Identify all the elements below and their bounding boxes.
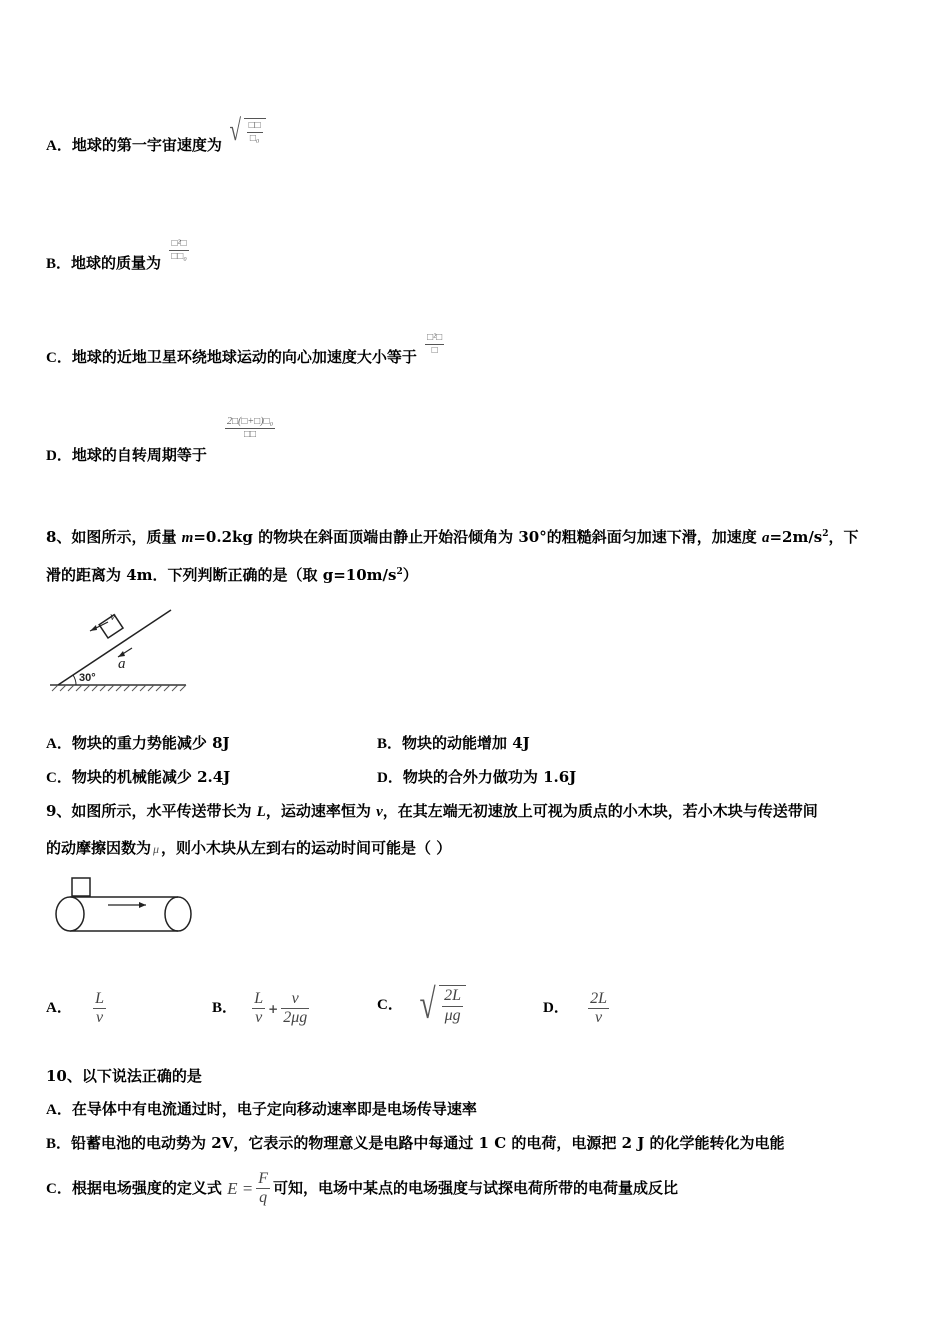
label-v: v <box>110 609 116 623</box>
option-letter: B． <box>212 1000 238 1017</box>
wood-block <box>72 878 90 896</box>
right-roller <box>165 897 191 931</box>
formula-denominator: q <box>259 1189 268 1207</box>
superscript: 2 <box>396 567 403 577</box>
option-letter: B． <box>46 1136 72 1152</box>
formula-denominator: □₀ <box>249 132 260 144</box>
q7-option-d <box>46 448 207 464</box>
sqrt-formula <box>227 116 266 146</box>
formula-numerator: 2L <box>442 987 463 1006</box>
option-text: 地球的自转周期等于 <box>71 446 207 464</box>
q8-option-d <box>377 770 576 786</box>
q10-option-c <box>46 1170 678 1220</box>
formula-fraction <box>93 990 106 1028</box>
formula-numerator: □²□ <box>427 332 443 343</box>
q9-stem-line1 <box>46 804 818 820</box>
incline-figure <box>46 600 201 700</box>
option-letter: A． <box>46 736 72 752</box>
q8-option-b <box>377 736 530 752</box>
q9-text-part: ，在其左端无初速放上可视为质点的小木块，若小木块与传送带间 <box>382 802 818 820</box>
plus-sign: + <box>268 1001 279 1016</box>
option-letter: A． <box>46 1000 72 1017</box>
formula-numerator: □²□ <box>169 238 189 251</box>
label-a: a <box>118 656 126 672</box>
option-letter: C． <box>46 770 72 786</box>
q7-option-b <box>46 228 192 272</box>
formula-fraction <box>588 990 609 1028</box>
option-letter: A． <box>46 1102 72 1118</box>
option-letter: D． <box>377 770 403 786</box>
q8-option-c <box>46 770 230 786</box>
formula-numerator: L <box>252 990 265 1009</box>
formula-denominator: μg <box>444 1006 461 1024</box>
option-text: 物块的重力势能减少 8J <box>71 734 230 752</box>
motion-arrowhead <box>139 902 146 908</box>
q8-text-part: 滑的距离为 4m．下列判断正确的是（取 g=10m/s <box>46 566 397 584</box>
option-text: 物块的机械能减少 2.4J <box>71 768 231 786</box>
q10-option-b <box>46 1136 785 1152</box>
option-text: 地球的近地卫星环绕地球运动的向心加速度大小等于 <box>71 348 417 366</box>
var-L: L <box>256 804 266 820</box>
formula-fraction <box>225 416 275 440</box>
formula-numerator: 2L <box>588 990 609 1009</box>
formula-fraction <box>281 990 309 1028</box>
option-letter: D． <box>543 1000 569 1017</box>
superscript: 2 <box>822 529 829 539</box>
option-letter: D． <box>46 448 72 464</box>
formula-fraction <box>425 332 444 356</box>
q9-option-a <box>46 990 109 1040</box>
formula-denominator: v <box>255 1009 263 1027</box>
sqrt-formula <box>416 984 466 1026</box>
option-letter: C． <box>46 1180 72 1197</box>
q7-option-c <box>46 322 447 366</box>
option-text: 地球的质量为 <box>71 254 162 272</box>
q9-text-part: 的动摩擦因数为 <box>46 839 152 857</box>
var-mu: μ <box>153 842 160 856</box>
option-text: 根据电场强度的定义式 <box>71 1178 222 1197</box>
formula-numerator: 2□(□+□)□₀ <box>227 416 274 427</box>
formula-fraction <box>256 1170 270 1208</box>
formula-denominator: 2μg <box>283 1009 308 1027</box>
formula-numerator: F <box>256 1170 270 1189</box>
option-text: 铅蓄电池的电动势为 2V，它表示的物理意义是电路中每通过 1 C 的电荷，电源把 2 J 的化学能转化为电能 <box>71 1134 785 1152</box>
q9-option-b <box>212 990 312 1040</box>
formula-numerator: □□ <box>248 120 261 131</box>
q9-text-part: ，运动速率恒为 <box>265 802 377 820</box>
option-letter: B． <box>46 256 72 272</box>
formula-numerator: L <box>93 990 106 1009</box>
formula-numerator: v <box>281 990 309 1009</box>
q7-option-a <box>46 108 266 154</box>
q8-text-part: 8、如图所示，质量 <box>46 528 182 546</box>
formula-lhs: E = <box>227 1179 254 1199</box>
conveyor-figure <box>48 872 198 938</box>
q10-stem <box>46 1069 202 1084</box>
q8-text-part: =0.2kg 的物块在斜面顶端由静止开始沿倾角为 30°的粗糙斜面匀加速下滑，加速度 <box>193 528 762 546</box>
option-text: 地球的第一宇宙速度为 <box>71 136 222 154</box>
option-letter: B． <box>377 736 403 752</box>
q9-text-part: 9、如图所示，水平传送带长为 <box>46 802 257 820</box>
var-v: v <box>376 804 383 820</box>
q8-stem-line2 <box>46 568 418 583</box>
q9-option-d <box>543 990 612 1040</box>
q8-text-part: ，下 <box>828 528 859 546</box>
left-roller <box>56 897 84 931</box>
var-m: m <box>181 530 194 546</box>
formula-denominator: □□ <box>243 428 257 440</box>
q10-option-a <box>46 1102 477 1118</box>
velocity-arrowhead <box>90 625 97 631</box>
q7-option-d-formula <box>222 416 278 440</box>
q10-stem-text: 10、以下说法正确的是 <box>46 1067 202 1085</box>
formula-denominator: v <box>594 1009 603 1027</box>
q8-text-part: ） <box>402 566 418 584</box>
formula-fraction <box>442 987 463 1025</box>
option-letter: C． <box>46 350 72 366</box>
angle-arc <box>73 675 76 685</box>
formula-fraction <box>169 238 189 262</box>
ground-hatching <box>52 685 186 691</box>
option-text: 可知，电场中某点的电场强度与试探电荷所带的电荷量成反比 <box>272 1179 678 1198</box>
radical-sign: √ <box>419 982 436 1028</box>
radical-sign: √ <box>229 114 242 147</box>
formula-denominator: □□₀ <box>171 250 187 262</box>
option-text: 在导体中有电流通过时，电子定向移动速率即是电场传导速率 <box>71 1100 477 1118</box>
formula-denominator: □ <box>431 344 438 356</box>
formula-fraction <box>252 990 265 1028</box>
q9-option-c <box>377 984 466 1040</box>
label-angle: 30° <box>79 672 96 684</box>
option-letter: C． <box>377 996 403 1013</box>
var-a: a <box>761 530 770 546</box>
option-letter: A． <box>46 138 72 154</box>
option-text: 物块的动能增加 4J <box>402 734 530 752</box>
q9-text-part: ，则小木块从左到右的运动时间可能是（ ） <box>161 839 452 857</box>
option-text: 物块的合外力做功为 1.6J <box>402 768 577 786</box>
q8-text-part: =2m/s <box>769 528 823 546</box>
formula-denominator: v <box>95 1009 104 1027</box>
q8-stem-line1 <box>46 530 859 546</box>
q9-stem-line2 <box>46 841 451 856</box>
q8-option-a <box>46 736 230 752</box>
